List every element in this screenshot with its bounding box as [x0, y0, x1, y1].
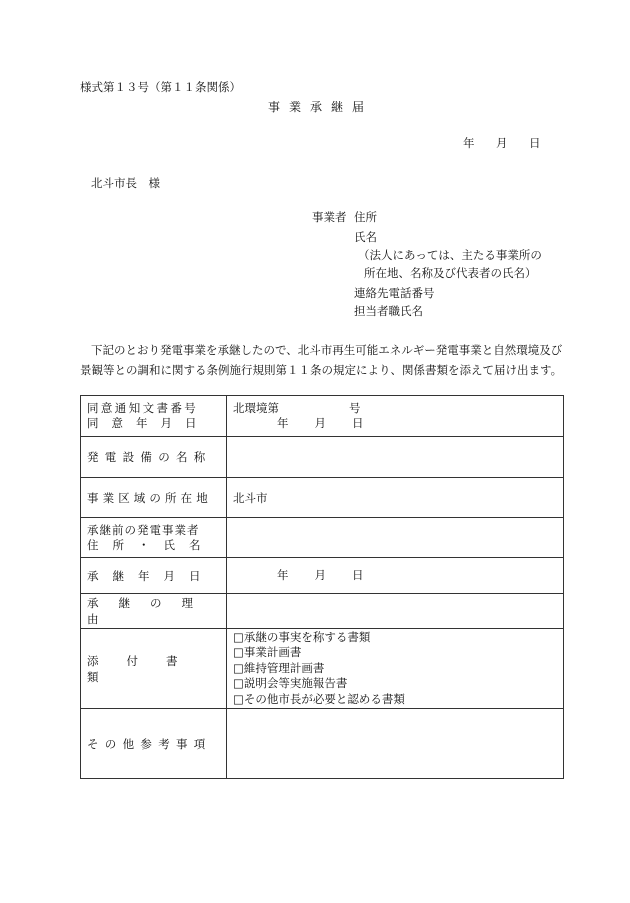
succession-reason-value-cell[interactable] [227, 594, 564, 629]
succession-date-day: 日 [352, 568, 364, 582]
consent-date-year: 年 [277, 416, 289, 430]
table-row-succession-reason [81, 594, 564, 629]
attachments-list-cell [227, 629, 564, 709]
succession-date-year: 年 [277, 568, 289, 582]
location-label-cell [81, 478, 227, 518]
consent-doc-prefix: 北環境第 [233, 401, 279, 415]
attachments-label-cell [81, 629, 227, 709]
facility-name-value-cell[interactable] [227, 437, 564, 478]
date-day: 日 [529, 136, 541, 150]
location-value: 北斗市 [233, 490, 268, 505]
date-year: 年 [463, 136, 475, 150]
previous-operator-label-1: 承継前の発電事業者 [87, 522, 200, 537]
table-row-other-notes [81, 709, 564, 779]
table-row-facility-name [81, 437, 564, 478]
other-notes-label-cell [81, 709, 227, 779]
consent-value-cell[interactable] [227, 396, 564, 437]
previous-operator-label-2: 住所・氏名 [87, 537, 215, 552]
attachment-item[interactable]: □その他市長が必要と認める書類 [233, 691, 405, 706]
applicant-address-label: 住所 [354, 210, 377, 224]
consent-date-month: 月 [314, 416, 326, 430]
previous-operator-label-cell [81, 518, 227, 558]
document-title: 事業承継届 [268, 100, 374, 114]
previous-operator-value-cell[interactable] [227, 518, 564, 558]
table-row-attachments [81, 629, 564, 709]
table-row-project-location [81, 478, 564, 518]
facility-name-label-cell [81, 437, 227, 478]
table-row-succession-date [81, 558, 564, 594]
table-row-previous-operator [81, 518, 564, 558]
attachment-item[interactable]: □事業計画書 [233, 645, 302, 660]
succession-date-label-cell [81, 558, 227, 594]
consent-doc-suffix: 号 [349, 401, 361, 415]
location-label: 事業区域の所在地 [87, 490, 212, 505]
form-number: 様式第１３号（第１１条関係） [80, 80, 241, 94]
consent-doc-number-label [87, 401, 220, 416]
attachments-label: 添付書類 [87, 653, 206, 684]
consent-date-day: 日 [352, 416, 364, 430]
applicant-corp-note-1: （法人にあっては、主たる事業所の [358, 248, 542, 262]
other-notes-value-cell[interactable] [227, 709, 564, 779]
consent-date-label [87, 416, 220, 431]
succession-date-label: 承継年月日 [87, 568, 215, 583]
applicant-heading: 事業者 [312, 210, 347, 224]
attachment-item[interactable]: □維持管理計画書 [233, 660, 325, 675]
succession-reason-label: 承継の理由 [87, 596, 213, 626]
applicant-name-label: 氏名 [354, 230, 377, 244]
location-value-cell[interactable] [227, 478, 564, 518]
date-month: 月 [496, 136, 508, 150]
facility-name-label: 発電設備の名称 [87, 450, 212, 464]
applicant-phone-label: 連絡先電話番号 [354, 286, 435, 300]
label-text: 同意通知文書番号 [87, 401, 199, 415]
succession-date-month: 月 [314, 568, 326, 582]
label-text: 同意年月日 [87, 416, 210, 430]
succession-reason-label-cell [81, 594, 227, 629]
table-row-consent [81, 396, 564, 437]
addressee: 北斗市長 様 [91, 176, 160, 190]
form-table [80, 395, 564, 779]
other-notes-label: その他参考事項 [87, 736, 212, 751]
attachment-item[interactable]: □説明会等実施報告書 [233, 676, 348, 691]
applicant-corp-note-2: 所在地、名称及び代表者の氏名） [364, 266, 537, 280]
succession-date-value-cell[interactable] [227, 558, 564, 594]
body-text: 下記のとおり発電事業を承継したので、北斗市再生可能エネルギー発電事業と自然環境及び景観等との調和に関する条例施行規則第１１条の規定により、関係書類を添えて届け出ます。 [80, 343, 563, 377]
applicant-person-label: 担当者職氏名 [354, 304, 423, 318]
attachment-item[interactable]: □承継の事実を称する書類 [233, 629, 371, 644]
consent-label-cell [81, 396, 227, 437]
